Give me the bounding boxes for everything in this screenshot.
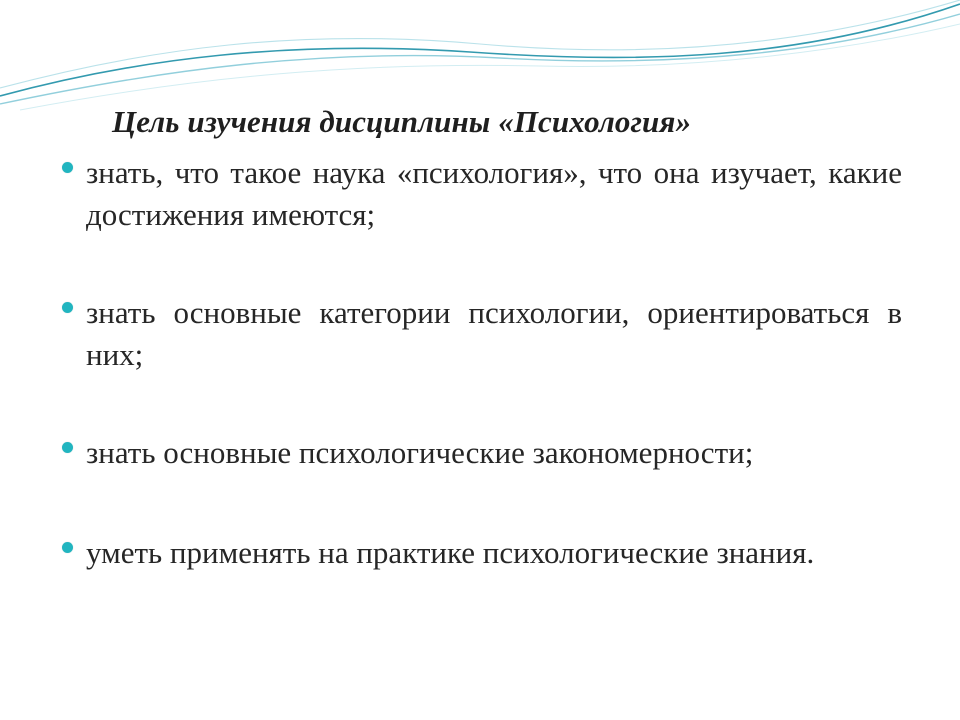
bullet-dot-icon	[62, 442, 73, 453]
bullet-text: уметь применять на практике психологические знания.	[86, 535, 815, 570]
slide-title: Цель изучения дисциплины «Психология»	[112, 104, 692, 139]
bullet-text: знать основные психологические закономерности;	[86, 435, 754, 470]
bullet-dot-icon	[62, 162, 73, 173]
bullet-text: знать основные категории психологии, ориентироваться в них;	[86, 295, 902, 372]
bullet-text: знать, что такое наука «психология», что она изучает, какие достижения имеются;	[86, 155, 902, 232]
wave-line-3	[0, 0, 960, 88]
header-wave-decoration	[0, 0, 960, 120]
bullet-dot-icon	[62, 542, 73, 553]
wave-line-2	[0, 14, 960, 104]
bullet-dot-icon	[62, 302, 73, 313]
wave-line-4	[20, 24, 960, 110]
